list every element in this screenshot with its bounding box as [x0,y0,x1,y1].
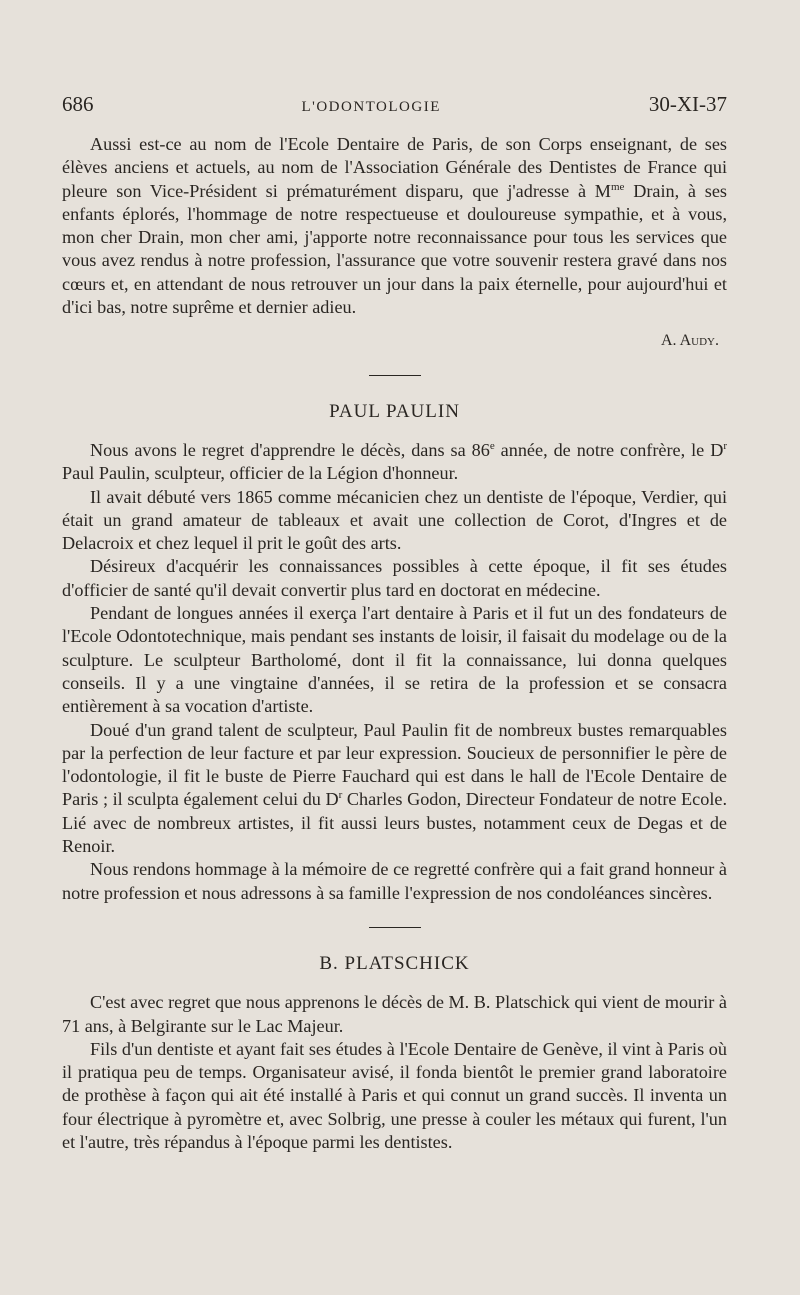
paragraph: Désireux d'acquérir les connaissances possibles à cette époque, il fit ses études d'officier de santé qu'il devait convertir plus tard en doctorat en médecine. [62,556,727,600]
closing-paragraph: Aussi est-ce au nom de l'Ecole Dentaire de Paris, de son Corps enseignant, de ses élèves anciens et actuels, au nom de l'Association Générale des Dentistes de France qui pleure son Vice-Président si prématurément disparu, que j'adresse à $M^{me}$ Drain, à ses enfants éplorés, l'hommage de notre respectueuse et douloureuse sympathie, et à vous, mon cher Drain, mon cher ami, j'apporte notre reconnaissance pour tous les services que vous avez rendus à notre profession, l'assurance que votre souvenir restera gravé dans nos cœurs et, en attendant de nous retrouver un jour dans la paix éternelle, pour aujourd'hui et d'ici bas, notre suprême et dernier adieu. [62,134,727,318]
journal-title: L'ODONTOLOGIE [301,99,441,115]
running-header [62,92,727,117]
article-body [62,133,727,1154]
paragraph: Il avait débuté vers 1865 comme mécanicien chez un dentiste de l'époque, Verdier, qui était un grand amateur de tableaux et avait une collection de Corot, d'Ingres et de Delacroix et chez lequel il prit le goût des arts. [62,486,727,554]
paragraph: Doué d'un grand talent de sculpteur, Paul Paulin fit de nombreux bustes remarquables par la perfection de leur facture et par leur expression. Soucieux de personnifier le père de l'odontologie, il fit le buste de Pierre Fauchard qui est dans le hall de l'Ecole Dentaire de Paris ; il sculpta également celui du $D^r$ Charles Godon, Directeur Fondateur de notre Ecole. Lié avec de nombreux artistes, il fit aussi leurs bustes, notamment ceux de Degas et de Renoir. [62,719,727,857]
paragraph: Fils d'un dentiste et ayant fait ses études à l'Ecole Dentaire de Genève, il vint à Paris où il pratiqua peu de temps. Organisateur avisé, il fonda bientôt le premier grand laboratoire de prothèse à façon qui ait été installé à Paris et qui connut un grand succès. Il inventa un four électrique à pyromètre et, avec Solbrig, une presse à couler les métaux qui furent, l'un et l'autre, très répandus à l'époque parmi les dentistes. [62,1038,727,1152]
issue-date: 30-XI-37 [648,92,727,116]
paragraph: C'est avec regret que nous apprenons le décès de M. B. Platschick qui vient de mourir à 71 ans, à Belgirante sur le Lac Majeur. [62,992,727,1036]
section-heading-paulin: PAUL PAULIN [329,400,460,422]
section-divider [369,375,421,376]
signature: A. Audy. [660,332,719,350]
page-number: 686 [62,92,94,116]
paragraph: Pendant de longues années il exerça l'art dentaire à Paris et il fut un des fondateurs de l'Ecole Odontotechnique, mais pendant ses instants de loisir, il faisait du modelage ou de la sculpture. Le sculpteur Bartholomé, dont il fit la connaissance, lui donna quelques conseils. Il y a une vingtaine d'années, il se retira de la profession et se consacra entièrement à sa vocation d'artiste. [62,603,727,717]
paragraph: Nous rendons hommage à la mémoire de ce regretté confrère qui a fait grand honneur à notre profession et nous adressons à sa famille l'expression de nos condoléances sincères. [62,859,727,903]
paragraph: Nous avons le regret d'apprendre le décès, dans sa 86e année, de notre confrère, le $D^r$ Paul Paulin, sculpteur, officier de la Légion d'honneur. [62,439,727,484]
section-heading-platschick: B. PLATSCHICK [319,952,470,974]
section-divider [369,927,421,928]
